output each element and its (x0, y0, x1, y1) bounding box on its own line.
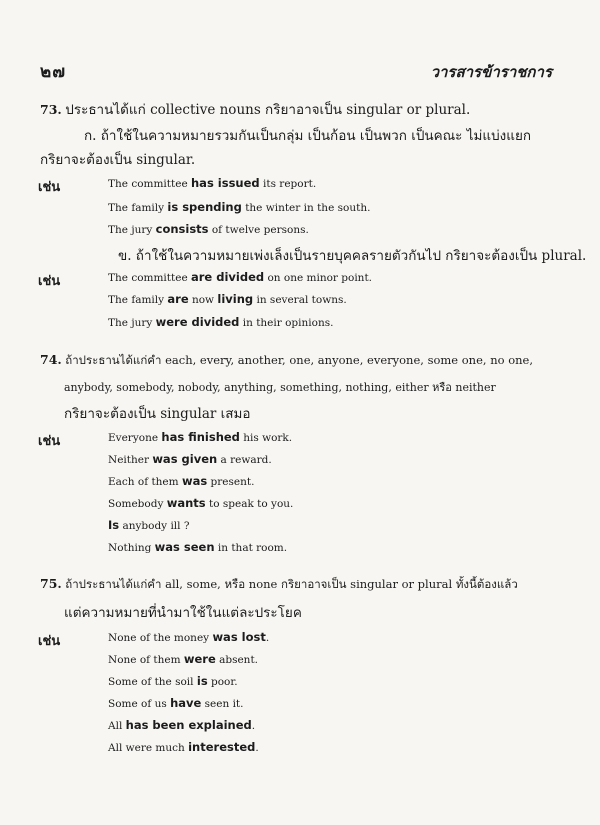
example-label: เช่น (38, 634, 61, 649)
example-label: เช่น (38, 180, 61, 195)
example-sentence: Neither was given a reward. (108, 452, 272, 466)
section-75-heading (40, 576, 518, 594)
page-number: ๒๗ (40, 62, 66, 82)
example-sentence: All has been explained. (108, 718, 256, 732)
example-sentence: The committee has issued its report. (108, 176, 317, 190)
section-74-heading (40, 352, 533, 370)
example-sentence: All were much interested. (108, 740, 259, 754)
example-sentence: Is anybody ill ? (108, 518, 190, 532)
example-label: เช่น (38, 434, 61, 449)
example-sentence: Everyone has finished his work. (108, 430, 293, 444)
section-number: 75. (40, 576, 62, 591)
section-74-line3: กริยาจะต้องเป็น singular เสมอ (64, 406, 251, 422)
example-sentence: The jury consists of twelve persons. (108, 222, 309, 236)
section-75-line2: แต่ความหมายที่นำมาใช้ในแต่ละประโยค (64, 605, 302, 621)
example-sentence: Somebody wants to speak to you. (108, 496, 294, 510)
section-74-line2: anybody, somebody, nobody, anything, something, nothing, either หรือ neither (64, 381, 496, 394)
example-sentence: None of them were absent. (108, 652, 259, 666)
section-73-a-line1: ก. ถ้าใช้ในความหมายรวมกันเป็นกลุ่ม เป็นก้อน เป็นพวก เป็นคณะ ไม่แบ่งแยก (84, 128, 532, 144)
example-sentence: None of the money was lost. (108, 630, 270, 644)
example-sentence: The family is spending the winter in the south. (108, 200, 371, 214)
running-header: วารสารข้าราชการ (430, 63, 552, 81)
example-sentence: The jury were divided in their opinions. (108, 315, 334, 329)
section-number: 74. (40, 352, 62, 367)
example-sentence: Some of us have seen it. (108, 696, 244, 710)
example-label: เช่น (38, 274, 61, 289)
example-sentence: The family are now living in several towns. (108, 292, 347, 306)
section-number: 73. (40, 102, 62, 117)
example-sentence: Each of them was present. (108, 474, 255, 488)
section-intro: ประธานได้แก่ collective nouns กริยาอาจเป็น singular or plural. (65, 102, 471, 118)
section-75-line1: ถ้าประธานได้แก่คำ all, some, หรือ none กริยาอาจเป็น singular or plural ทั้งนี้ต้องแล้ว (65, 577, 518, 591)
section-73-heading (40, 98, 470, 120)
example-sentence: Nothing was seen in that room. (108, 540, 288, 554)
example-sentence: The committee are divided on one minor point. (108, 270, 372, 284)
section-73-a-line2: กริยาจะต้องเป็น singular. (40, 152, 196, 168)
section-74-line1: ถ้าประธานได้แก่คำ each, every, another, one, anyone, everyone, some one, no one, (65, 353, 533, 367)
example-sentence: Some of the soil is poor. (108, 674, 238, 688)
section-73-b-line: ข. ถ้าใช้ในความหมายเพ่งเล็งเป็นรายบุคคลรายตัวกันไป กริยาจะต้องเป็น plural. (118, 248, 587, 264)
